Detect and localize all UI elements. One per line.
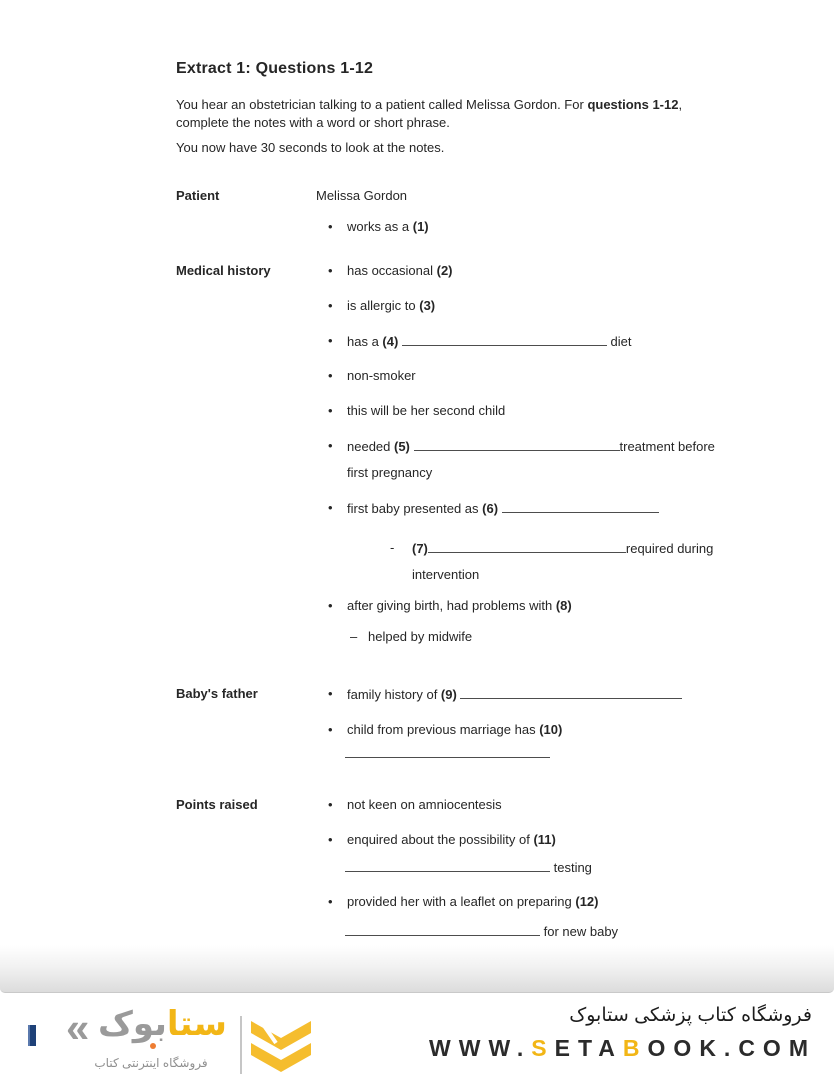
note-row — [0, 859, 834, 877]
url-segment: B — [622, 1035, 648, 1061]
dash-icon: – — [350, 629, 358, 644]
note-text-segment: first baby presented as — [347, 501, 483, 516]
note-text-segment: after giving birth, had problems with — [347, 598, 556, 613]
note-row — [0, 629, 834, 647]
wordmark-yellow-part: ستا — [166, 1005, 227, 1043]
note-text-segment: testing — [550, 860, 592, 875]
bullet-icon: • — [328, 894, 333, 909]
note-row — [0, 745, 834, 763]
note-row — [0, 923, 834, 941]
note-row — [0, 403, 834, 421]
setabook-wordmark — [98, 1002, 227, 1046]
note-content — [347, 500, 659, 516]
bullet-icon: • — [328, 686, 333, 701]
note-text-segment: family history of — [347, 687, 441, 702]
note-row — [0, 797, 834, 815]
bullet-icon: • — [328, 832, 333, 847]
url-segment: WWW. — [429, 1035, 532, 1061]
section-label: Baby's father — [176, 686, 258, 701]
note-content — [347, 598, 572, 613]
note-row — [0, 567, 834, 585]
bullet-icon: • — [328, 598, 333, 613]
note-row — [0, 894, 834, 912]
store-title-farsi: فروشگاه کتاب پزشکی ستابوک — [569, 1005, 812, 1026]
question-number: (5) — [394, 439, 410, 454]
wordmark-gray-part: بوک — [98, 1005, 167, 1043]
note-content — [412, 567, 479, 582]
section-label: Points raised — [176, 797, 258, 812]
page-edge-mark — [28, 1025, 36, 1046]
question-number: questions 1-12 — [587, 97, 679, 112]
note-text-segment: Melissa Gordon — [316, 188, 408, 203]
question-number: (9) — [440, 687, 457, 702]
question-number: (6) — [482, 501, 499, 516]
logo-tagline: فروشگاه اینترنتی کتاب — [94, 1056, 208, 1070]
timing-line: You now have 30 seconds to look at the notes. — [176, 140, 445, 155]
note-text-segment: works as a — [347, 219, 413, 234]
note-text-segment: non-smoker — [347, 368, 416, 383]
note-text-segment: enquired about the possibility of — [347, 832, 534, 847]
note-content — [345, 745, 550, 761]
question-number: (2) — [436, 263, 453, 278]
answer-blank — [402, 333, 607, 346]
note-content — [347, 797, 502, 812]
note-text-segment: for new baby — [540, 924, 619, 939]
note-row — [0, 686, 834, 704]
note-row — [0, 722, 834, 740]
note-content — [345, 923, 618, 939]
bullet-icon: • — [328, 438, 333, 453]
note-content — [347, 686, 682, 702]
page-title: Extract 1: Questions 1-12 — [176, 60, 374, 77]
note-content — [347, 219, 429, 234]
note-text-segment: treatment before — [619, 439, 715, 454]
note-content — [368, 629, 472, 644]
url-segment: OOK.COM — [647, 1035, 816, 1061]
section-label: Medical history — [176, 263, 271, 278]
question-number: (8) — [555, 598, 572, 613]
bullet-icon: • — [328, 219, 333, 234]
note-row — [0, 832, 834, 850]
answer-blank — [345, 745, 550, 758]
note-text-segment: helped by midwife — [368, 629, 473, 644]
note-content — [347, 333, 632, 349]
note-text-segment: required during — [625, 541, 714, 556]
note-text-segment: intervention — [412, 567, 480, 582]
note-row — [0, 598, 834, 616]
url-segment: ETA — [554, 1035, 623, 1061]
store-url — [429, 1035, 816, 1062]
note-content — [347, 263, 453, 278]
note-text-segment: You hear an obstetrician talking to a patient called Melissa Gordon. For — [176, 97, 588, 112]
question-number: (11) — [533, 832, 556, 847]
note-content — [316, 188, 407, 203]
bullet-icon: • — [328, 368, 333, 383]
note-row — [0, 438, 834, 456]
note-row — [0, 263, 834, 281]
note-row — [0, 465, 834, 483]
note-text-segment: provided her with a leaflet on preparing — [347, 894, 576, 909]
guillemet-icon: « — [66, 1004, 90, 1051]
note-text-segment: has a — [347, 334, 383, 349]
answer-blank — [345, 923, 540, 936]
answer-blank — [414, 438, 620, 451]
note-row — [0, 368, 834, 386]
note-text-segment: this will be her second child — [347, 403, 506, 418]
note-content — [412, 540, 713, 556]
note-content — [347, 722, 562, 737]
note-content — [347, 894, 599, 909]
note-text-segment: diet — [606, 334, 632, 349]
section-label: Patient — [176, 188, 220, 203]
bullet-icon: • — [328, 797, 333, 812]
note-content — [347, 298, 435, 313]
note-text-segment: not keen on amniocentesis — [347, 797, 502, 812]
bullet-icon: • — [328, 722, 333, 737]
note-text-segment: has occasional — [347, 263, 437, 278]
note-text-segment: is allergic to — [347, 298, 420, 313]
question-number: (3) — [419, 298, 436, 313]
question-number: (4) — [382, 334, 399, 349]
note-content — [347, 403, 505, 418]
bullet-icon: • — [328, 500, 333, 515]
note-row — [0, 219, 834, 237]
answer-blank — [428, 540, 626, 553]
answer-blank — [502, 500, 659, 513]
logo-divider — [240, 1016, 242, 1074]
question-number: (1) — [412, 219, 429, 234]
note-content — [347, 438, 715, 454]
dash-icon: - — [390, 540, 395, 555]
note-content — [345, 859, 592, 875]
setabook-emblem-icon — [249, 1015, 313, 1077]
question-number: (12) — [575, 894, 599, 909]
bullet-icon: • — [328, 333, 333, 348]
note-row — [0, 298, 834, 316]
question-number: (7) — [412, 541, 428, 556]
answer-blank — [345, 859, 550, 872]
note-content — [347, 368, 416, 383]
bullet-icon: • — [328, 298, 333, 313]
note-row — [0, 540, 834, 558]
question-number: (10) — [539, 722, 563, 737]
wordmark-dot — [150, 1043, 156, 1049]
bullet-icon: • — [328, 263, 333, 278]
page-bottom-shadow — [0, 945, 834, 993]
note-row — [0, 333, 834, 351]
note-content — [347, 465, 432, 480]
note-row — [0, 188, 834, 206]
note-text-segment: , complete the notes with a word or short phrase. — [176, 97, 683, 130]
note-text-segment: needed — [347, 439, 394, 454]
bullet-icon: • — [328, 403, 333, 418]
note-text-segment: first pregnancy — [347, 465, 433, 480]
note-text-segment: child from previous marriage has — [347, 722, 540, 737]
url-segment: S — [531, 1035, 555, 1061]
note-row — [0, 500, 834, 518]
note-content — [347, 832, 556, 847]
answer-blank — [460, 686, 682, 699]
